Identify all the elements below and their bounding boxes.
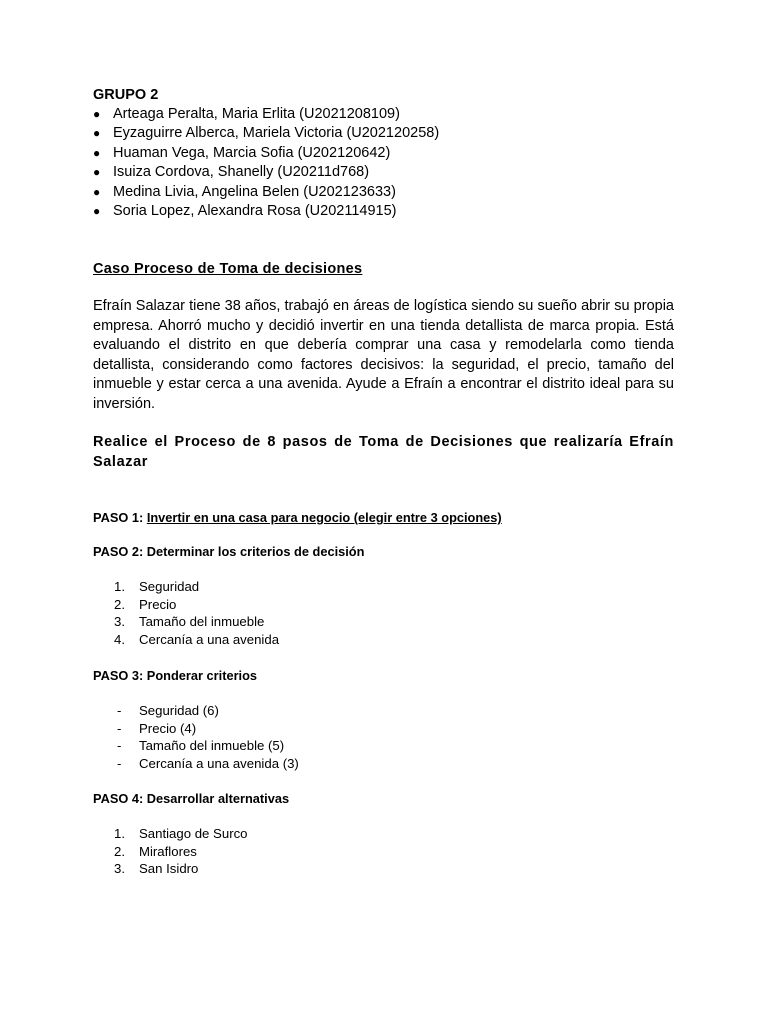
instruction-heading: Realice el Proceso de 8 pasos de Toma de Decisiones que realizaría Efraín Salazar <box>93 434 674 470</box>
weighted-criterion: Cercanía a una avenida (3) <box>139 755 299 771</box>
weights-list <box>93 702 299 772</box>
bullet-icon: ● <box>93 126 101 141</box>
criterion: Precio <box>139 596 177 612</box>
member-name: Soria Lopez, Alexandra Rosa (U202114915) <box>113 203 397 220</box>
member-name: Medina Livia, Angelina Belen (U202123633) <box>113 183 396 200</box>
dash-marker: - <box>117 720 122 736</box>
bullet-icon: ● <box>93 184 101 199</box>
step1-text: Invertir en una casa para negocio (elegir entre 3 opciones) <box>146 510 502 525</box>
dash-marker: - <box>117 755 122 771</box>
step1-label: PASO 1: <box>93 510 147 525</box>
step1-heading <box>93 509 502 526</box>
member-name: Isuiza Cordova, Shanelly (U20211d768) <box>113 164 370 181</box>
list-number: 2. <box>114 596 125 612</box>
bullet-icon: ● <box>93 204 101 219</box>
list-item <box>93 163 439 182</box>
step4-heading: PASO 4: Desarrollar alternativas <box>93 791 290 806</box>
alternative: Miraflores <box>139 843 197 859</box>
member-name: Huaman Vega, Marcia Sofia (U202120642) <box>113 144 391 161</box>
alternative: Santiago de Surco <box>139 826 248 841</box>
members-list <box>93 105 439 221</box>
list-item <box>93 144 439 163</box>
case-title: Caso Proceso de Toma de decisiones <box>93 261 363 277</box>
list-item <box>93 702 299 720</box>
criterion: Seguridad <box>139 579 200 594</box>
list-item <box>93 825 248 843</box>
list-item <box>93 631 279 649</box>
list-item <box>93 720 299 738</box>
criteria-list <box>93 578 279 648</box>
criterion: Cercanía a una avenida <box>139 631 280 647</box>
weighted-criterion: Tamaño del inmueble (5) <box>139 738 285 754</box>
list-number: 4. <box>114 631 125 647</box>
list-item <box>93 578 279 596</box>
member-name: Arteaga Peralta, Maria Erlita (U2021208109) <box>113 106 400 122</box>
alternatives-list <box>93 825 248 878</box>
dash-marker: - <box>117 703 122 718</box>
group-title: GRUPO 2 <box>93 87 159 103</box>
list-number: 1. <box>114 579 125 594</box>
list-item <box>93 202 439 221</box>
list-item <box>93 843 248 861</box>
criterion: Tamaño del inmueble <box>139 614 265 630</box>
step3-heading: PASO 3: Ponderar criterios <box>93 668 258 683</box>
weighted-criterion: Precio (4) <box>139 720 197 736</box>
list-item <box>93 183 439 202</box>
list-item <box>93 860 248 878</box>
bullet-icon: ● <box>93 165 101 180</box>
list-item <box>93 755 299 773</box>
bullet-icon: ● <box>93 107 101 121</box>
list-number: 3. <box>114 614 125 630</box>
step2-heading: PASO 2: Determinar los criterios de decisión <box>93 544 365 559</box>
list-item <box>93 124 439 143</box>
dash-marker: - <box>117 738 122 754</box>
member-name: Eyzaguirre Alberca, Mariela Victoria (U202120258) <box>113 125 440 142</box>
alternative: San Isidro <box>139 861 199 877</box>
list-item <box>93 105 439 124</box>
list-number: 2. <box>114 843 125 859</box>
list-item <box>93 596 279 614</box>
bullet-icon: ● <box>93 145 101 160</box>
list-item <box>93 737 299 755</box>
case-body: Efraín Salazar tiene 38 años, trabajó en áreas de logística siendo su sueño abrir su propia empresa. Ahorró mucho y decidió invertir en una tienda detallista de marca propia. Está evaluando el distrito en que debería comprar una casa y remodelarla como tienda detallista, considerando como factores decisivos: la seguridad, el precio, tamaño del inmueble y estar cerca a una avenida. Ayude a Efraín a encontrar el distrito ideal para su inversión. <box>93 298 674 412</box>
list-number: 3. <box>114 861 125 877</box>
list-item <box>93 613 279 631</box>
list-number: 1. <box>114 826 125 841</box>
weighted-criterion: Seguridad (6) <box>139 703 219 718</box>
